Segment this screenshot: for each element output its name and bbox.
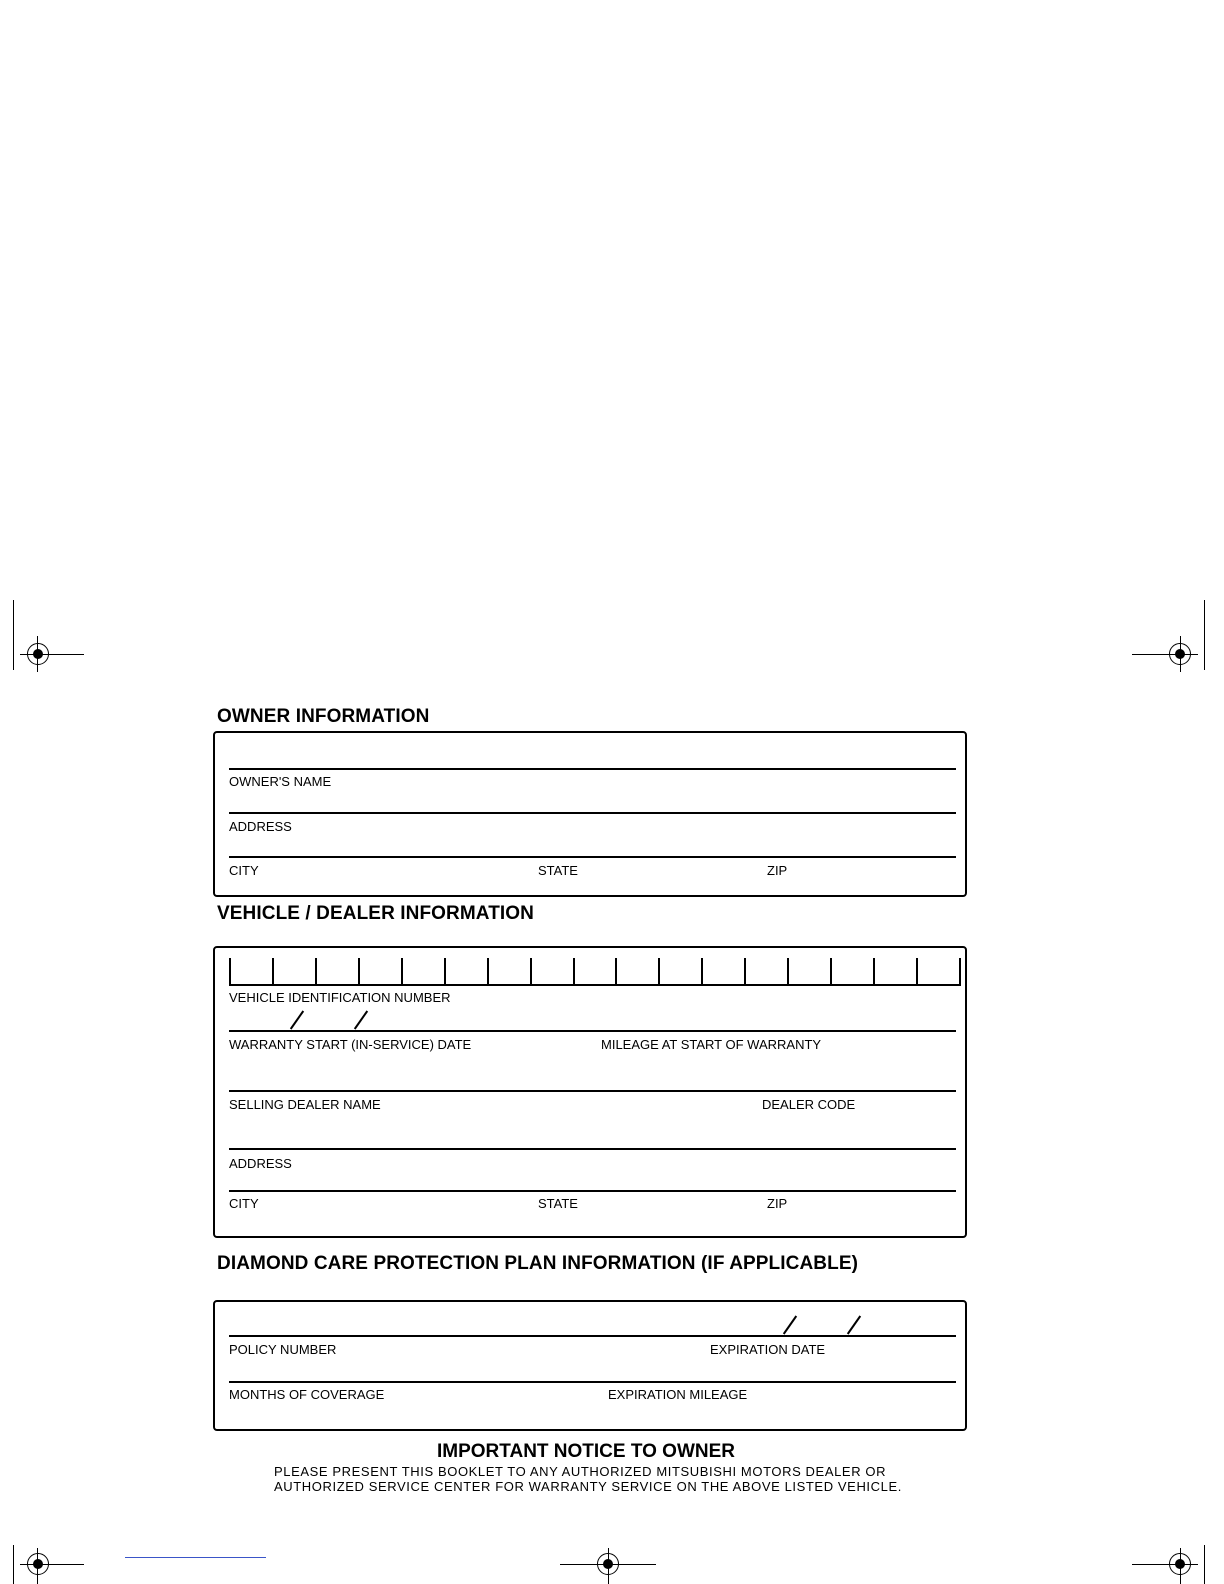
warranty-date-line[interactable] xyxy=(229,1030,956,1032)
owner-address-line[interactable] xyxy=(229,812,956,814)
dealer-name-line[interactable] xyxy=(229,1090,956,1092)
vin-box-divider xyxy=(959,958,961,984)
plan-section xyxy=(213,1300,967,1431)
vin-box-divider xyxy=(315,958,317,984)
vin-box-divider xyxy=(573,958,575,984)
owner-city-label: CITY xyxy=(229,863,259,878)
owner-zip-label: ZIP xyxy=(767,863,788,878)
vin-box-divider xyxy=(401,958,403,984)
owner-section xyxy=(213,731,967,897)
vehicle-heading: VEHICLE / DEALER INFORMATION xyxy=(217,903,535,924)
vin-box-divider xyxy=(358,958,360,984)
notice-title: IMPORTANT NOTICE TO OWNER xyxy=(437,1441,736,1462)
vin-box-divider xyxy=(701,958,703,984)
expiration-separator-2 xyxy=(847,1315,861,1334)
dealer-address-label: ADDRESS xyxy=(229,1156,292,1171)
vin-box-divider xyxy=(229,958,231,984)
date-separator-1 xyxy=(290,1010,304,1029)
expiration-mileage-label: EXPIRATION MILEAGE xyxy=(608,1387,748,1402)
dealer-city-label: CITY xyxy=(229,1196,259,1211)
vin-box-divider xyxy=(873,958,875,984)
warranty-date-label: WARRANTY START (IN-SERVICE) DATE xyxy=(229,1037,472,1052)
owner-state-label: STATE xyxy=(538,863,578,878)
notice-line-2: AUTHORIZED SERVICE CENTER FOR WARRANTY SERVICE ON THE ABOVE LISTED VEHICLE. xyxy=(274,1479,902,1494)
dealer-code-label: DEALER CODE xyxy=(762,1097,856,1112)
owner-address-label: ADDRESS xyxy=(229,819,292,834)
vin-box-divider xyxy=(487,958,489,984)
dealer-state-label: STATE xyxy=(538,1196,578,1211)
vin-box-divider xyxy=(272,958,274,984)
policy-number-line[interactable] xyxy=(229,1335,956,1337)
months-coverage-line[interactable] xyxy=(229,1381,956,1383)
owner-name-line[interactable] xyxy=(229,768,956,770)
expiration-date-label: EXPIRATION DATE xyxy=(710,1342,826,1357)
vin-box-divider xyxy=(444,958,446,984)
vin-box-divider xyxy=(744,958,746,984)
policy-number-label: POLICY NUMBER xyxy=(229,1342,337,1357)
dealer-city-line[interactable] xyxy=(229,1190,956,1192)
vin-box-divider xyxy=(830,958,832,984)
vin-box-divider xyxy=(530,958,532,984)
vehicle-section xyxy=(213,946,967,1238)
vin-box-divider xyxy=(787,958,789,984)
notice-line-1: PLEASE PRESENT THIS BOOKLET TO ANY AUTHORIZED MITSUBISHI MOTORS DEALER OR xyxy=(274,1464,887,1479)
mileage-label: MILEAGE AT START OF WARRANTY xyxy=(601,1037,822,1052)
vin-box-divider xyxy=(916,958,918,984)
date-separator-2 xyxy=(354,1010,368,1029)
dealer-zip-label: ZIP xyxy=(767,1196,788,1211)
vin-box-divider xyxy=(615,958,617,984)
dealer-name-label: SELLING DEALER NAME xyxy=(229,1097,381,1112)
dealer-address-line[interactable] xyxy=(229,1148,956,1150)
notice-body xyxy=(274,1464,924,1494)
owner-city-line[interactable] xyxy=(229,856,956,858)
plan-heading: DIAMOND CARE PROTECTION PLAN INFORMATION (IF APPLICABLE) xyxy=(217,1253,859,1274)
vin-boxes[interactable] xyxy=(229,958,961,988)
vin-box-divider xyxy=(658,958,660,984)
vin-label: VEHICLE IDENTIFICATION NUMBER xyxy=(229,990,451,1005)
footer-rule xyxy=(125,1557,266,1558)
months-coverage-label: MONTHS OF COVERAGE xyxy=(229,1387,385,1402)
owner-heading: OWNER INFORMATION xyxy=(217,706,430,727)
owner-name-label: OWNER'S NAME xyxy=(229,774,332,789)
expiration-separator-1 xyxy=(783,1315,797,1334)
